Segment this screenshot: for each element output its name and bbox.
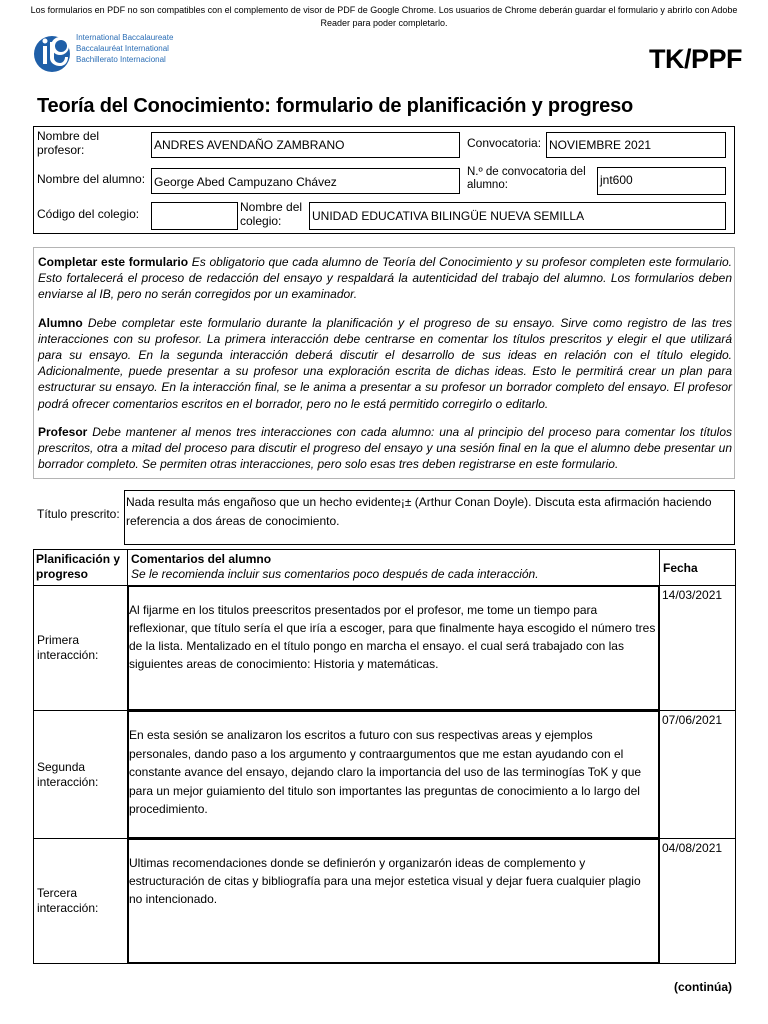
third-interaction-comment[interactable]: Ultimas recomendaciones donde se definierón y organizarón ideas de complemento y estructuración de citas y bibliografía para una mejor estetica visual y dejar fuera cualquier plagio no intencionado. xyxy=(128,839,659,963)
instructions-student-heading: Alumno xyxy=(38,315,83,330)
student-comments-header xyxy=(128,550,660,586)
logo-line-fr: Baccalauréat International xyxy=(76,44,169,53)
table-row xyxy=(34,586,736,711)
page-title: Teoría del Conocimiento: formulario de planificación y progreso xyxy=(37,95,634,117)
instructions-teacher-heading: Profesor xyxy=(38,424,88,439)
comment-cell xyxy=(128,586,660,711)
second-interaction-date[interactable]: 07/06/2021 xyxy=(660,711,736,839)
comment-cell xyxy=(128,711,660,839)
teacher-label: Nombre del profesor: xyxy=(37,129,100,157)
table-row xyxy=(34,711,736,839)
student-number-field[interactable]: jnt600 xyxy=(597,167,726,195)
instructions-complete-form-text: Es obligatorio que cada alumno de Teoría del Conocimiento y su profesor completen este formulario. Esto fortalecerá el proceso de redacción del ensayo y respaldará la autenticidad del trabajo del alumno. Los formularios deben enviarse al IB, pero no serán corregidos por un examinador. xyxy=(38,255,732,302)
instructions-teacher-text: Debe mantener al menos tres interacciones con cada alumno: una al principio del proceso para comentar los títulos prescritos, otra a mitad del proceso para discutir el progreso del ensayo y una sesión final en la que el alumno debe presentar un borrador completo. Se permiten otras interacciones, pero solo esas tres deben registrarse en este formulario. xyxy=(38,424,732,472)
instructions-complete-form-heading: Completar este formulario xyxy=(38,255,189,269)
session-field[interactable]: NOVIEMBRE 2021 xyxy=(546,132,726,158)
pdf-compatibility-notice: Los formularios en PDF no son compatibles con el complemento de visor de PDF de Google Chrome. Los usuarios de Chrome deberán guardar el formulario y abrirlo con Adobe Reader para poder completarlo. xyxy=(30,5,738,28)
instructions-box xyxy=(33,247,735,479)
table-header-row xyxy=(34,550,736,586)
first-interaction-comment[interactable]: Al fijarme en los titulos preescritos presentados por el profesor, me tome un tiempo para reflexionar, que título sería el que iría a escoger, para que finalmente haya escogido el número tres de la lista. Mentalizado en el título pongo en marcha el ensayo. el cual será trabajado con las siguientes areas de conocimiento: Historia y matemáticas. xyxy=(128,586,659,710)
second-interaction-comment[interactable]: En esta sesión se analizaron los escritos a futuro con sus respectivas areas y ejemplos personales, dando paso a los argumento y contraargumentos que me estan ayudando con el constante avance del ensayo, dejando claro la importancia del uso de las terminogías ToK y que para un mejor guiamiento del titulo son importantes las preguntas de conocimiento a lo largo del procedimiento. xyxy=(128,711,659,838)
instructions-student xyxy=(38,315,732,412)
school-name-field[interactable]: UNIDAD EDUCATIVA BILINGÜE NUEVA SEMILLA xyxy=(309,202,726,230)
date-header: Fecha xyxy=(660,550,736,586)
teacher-name-field[interactable]: ANDRES AVENDAÑO ZAMBRANO xyxy=(151,132,460,158)
prescribed-title-label: Título prescrito: xyxy=(37,507,120,521)
instructions-complete-form xyxy=(38,254,732,303)
header-info-block xyxy=(33,126,735,234)
school-code-label: Código del colegio: xyxy=(37,207,140,221)
school-name-label: Nombre del colegio: xyxy=(240,200,303,228)
instructions-teacher xyxy=(38,424,732,473)
logo-line-en: International Baccalaureate xyxy=(76,33,174,42)
school-code-field[interactable] xyxy=(151,202,238,230)
interaction-label: Primera interacción: xyxy=(34,586,128,711)
comment-cell xyxy=(128,839,660,964)
student-number-label: N.º de convocatoria del alumno: xyxy=(467,166,586,191)
interaction-label: Tercera interacción: xyxy=(34,839,128,964)
student-name-field[interactable]: George Abed Campuzano Chávez xyxy=(151,168,460,194)
ib-logo xyxy=(30,28,190,76)
ib-logo-mark xyxy=(30,28,72,76)
prescribed-title-field[interactable]: Nada resulta más engañoso que un hecho evidente¡± (Arthur Conan Doyle). Discuta esta afirmación haciendo referencia a dos áreas de conocimiento. xyxy=(124,490,735,545)
ib-logo-text xyxy=(76,32,173,65)
form-code: TK/PPF xyxy=(648,44,742,74)
table-row xyxy=(34,839,736,964)
first-interaction-date[interactable]: 14/03/2021 xyxy=(660,586,736,711)
student-label: Nombre del alumno: xyxy=(37,172,146,186)
third-interaction-date[interactable]: 04/08/2021 xyxy=(660,839,736,964)
logo-line-es: Bachillerato Internacional xyxy=(76,55,166,64)
continued-note: (continúa) xyxy=(674,980,732,994)
progress-table xyxy=(33,549,736,964)
session-label: Convocatoria: xyxy=(467,136,542,150)
student-comments-title: Comentarios del alumno xyxy=(131,552,272,566)
planning-progress-header: Planificación y progreso xyxy=(34,550,128,586)
instructions-student-text: Debe completar este formulario durante la planificación y el progreso de su ensayo. Sirve como registro de las tres interacciones con su profesor. La primera interacción debe centrarse en comentar los títulos prescritos y elegir el que utilizará para su ensayo. En la segunda interacción deberá discutir el desarrollo de sus ideas en relación con el título elegido. Adicionalmente, puede presentar a su profesor una exploración escrita de dichas ideas. Esto le permitirá crear un plan para estructurar su ensayo. En la interacción final, se le anima a presentar a su profesor un borrador completo del ensayo. El profesor podrá ofrecer comentarios escritos en el borrador, pero no le está permitido corregirlo o editarlo. xyxy=(38,315,732,411)
student-comments-subtitle: Se le recomienda incluir sus comentarios poco después de cada interacción. xyxy=(131,567,539,581)
interaction-label: Segunda interacción: xyxy=(34,711,128,839)
